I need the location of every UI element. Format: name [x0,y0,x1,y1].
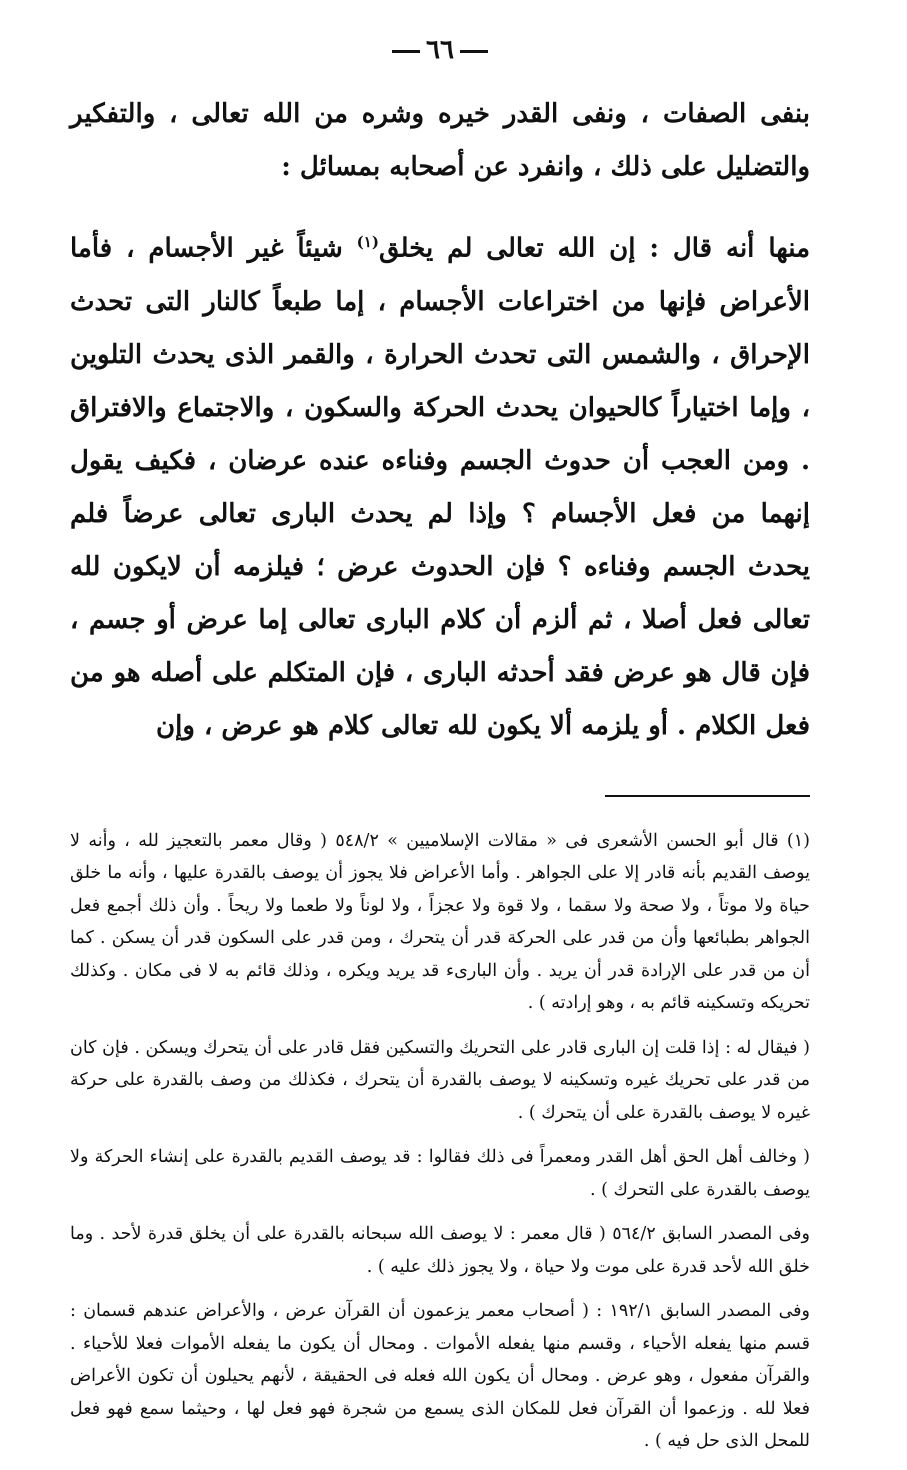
footnote-continuation-4: وفى المصدر السابق ١٩٢/١ : ( أصحاب معمر يزعمون أن القرآن عرض ، والأعراض عندهم قسمان : قسم منها يفعله الأحياء ، وقسم منها يفعله الأموات . ومحال أن يكون ما يفعله الأموات فعلا للأحياء . والقرآن مفعول ، وهو عرض . ومحال أن يكون الله فعله فى الحقيقة ، لأنهم يحيلون أن تكون الأعراض فعلا لله . وزعموا أن القرآن فعل للمكان الذى يسمع من شجرة فهو فعل لها ، وحيثما سمع فهو فعل للمحل الذى حل فيه ) . [70,1301,810,1452]
intro-paragraph: بنفى الصفات ، ونفى القدر خيره وشره من الله تعالى ، والتفكير والتضليل على ذلك ، وانفرد عن أصحابه بمسائل : [70,99,810,182]
body-before-ref: منها أنه قال : إن الله تعالى لم يخلق [378,233,810,264]
page-number [70,30,810,70]
main-text [70,88,810,753]
body-paragraph [70,216,810,753]
footnote-continuation-3: وفى المصدر السابق ٥٦٤/٢ ( قال معمر : لا يوصف الله سبحانه بالقدرة على أن يخلق قدرة لأحد . وما خلق الله لأحد قدرة على موت ولا حياة ، ولا يجوز ذلك عليه ) . [70,1224,810,1277]
footnote-ref: (١) [356,233,379,251]
footnote-separator [605,795,810,797]
book-page [70,30,810,1470]
dash-left [392,50,420,53]
footnotes [70,825,810,1458]
page-number-text: ٦٦ [426,35,454,65]
body-after-ref: شيئاً غير الأجسام ، فأما الأعراض فإنها من اختراعات الأجسام ، إما طبعاً كالنار التى تحدث الإحراق ، والشمس التى تحدث الحرارة ، والقمر الذى يحدث التلوين ، وإما اختياراً كالحيوان يحدث الحركة والسكون ، والاجتماع والافتراق . ومن العجب أن حدوث الجسم وفناءه عنده عرضان ، فكيف يقول إنهما من فعل الأجسام ؟ وإذا لم يحدث البارى تعالى عرضاً فلم يحدث الجسم وفناءه ؟ فإن الحدوث عرض ؛ فيلزمه أن لايكون لله تعالى فعل أصلا ، ثم ألزم أن كلام البارى تعالى إما عرض أو جسم ، فإن قال هو عرض فقد أحدثه البارى ، فإن المتكلم على أصله هو من فعل الكلام . أو يلزمه ألا يكون لله تعالى كلام هو عرض ، وإن [70,233,810,741]
footnote-continuation-2: ( وخالف أهل الحق أهل القدر ومعمراً فى ذلك فقالوا : قد يوصف القديم بالقدرة على إنشاء الحركة ولا يوصف بالقدرة على التحرك ) . [70,1147,810,1200]
footnote-1: (١) قال أبو الحسن الأشعرى فى « مقالات الإسلاميين » ٥٤٨/٢ ( وقال معمر بالتعجيز لله ، وأنه لا يوصف القديم بأنه قادر إلا على الجواهر . وأما الأعراض فلا يجوز أن يوصف بالقدرة عليها ، وأنه ما خلق حياة ولا موتاً ، ولا صحة ولا سقما ، ولا قوة ولا عجزاً ، ولا لوناً ولا طعما ولا ريحاً . وأن ذلك أجمع فعل الجواهر بطبائعها وأن من قدر على الحركة قدر أن يتحرك ، ومن قدر على السكون قدر أن يسكن . كما أن من قدر على الإرادة قدر أن يريد . وأن البارىء قد يريد ويكره ، وذلك قائم به لا فى مكان . وكذلك تحريكه وتسكينه قائم به ، وهو إرادته ) . [70,830,810,1014]
footnote-continuation-1: ( فيقال له : إذا قلت إن البارى قادر على التحريك والتسكين فقل قادر على أن يتحرك ويسكن . فإن كان من قدر على تحريك غيره وتسكينه لا يوصف بالقدرة أن يتحرك ، فكذلك من وصف بالقدرة على حركة غيره لا يوصف بالقدرة على أن يتحرك ) . [70,1037,810,1123]
dash-right [460,50,488,53]
